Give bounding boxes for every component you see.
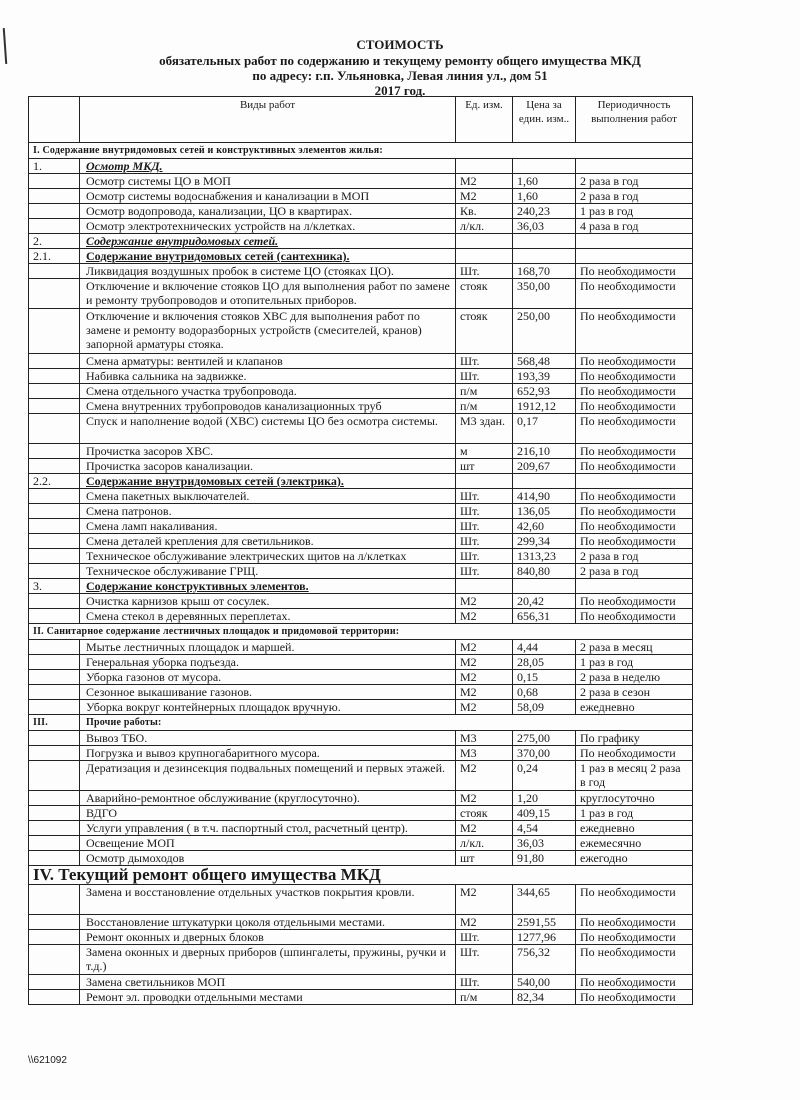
- unit-cell: п/м: [456, 384, 513, 399]
- table-body: [29, 143, 693, 1005]
- work-name: Аварийно-ремонтное обслуживание (круглосуточно).: [80, 791, 456, 806]
- empty-cell: [29, 990, 80, 1005]
- table-row: [29, 474, 693, 489]
- header-num-cell: [29, 97, 80, 143]
- table-row: [29, 489, 693, 504]
- table-row: [29, 836, 693, 851]
- empty-cell: [456, 159, 513, 174]
- period-cell: По необходимости: [576, 414, 693, 444]
- table-row: [29, 670, 693, 685]
- unit-cell: Шт.: [456, 549, 513, 564]
- unit-cell: М2: [456, 174, 513, 189]
- table-row: [29, 369, 693, 384]
- work-name: Восстановление штукатурки цоколя отдельными местами.: [80, 915, 456, 930]
- unit-cell: Шт.: [456, 369, 513, 384]
- works-cost-table: [28, 96, 693, 1005]
- subsection-number: 2.1.: [29, 249, 80, 264]
- empty-cell: [576, 234, 693, 249]
- empty-cell: [29, 174, 80, 189]
- empty-cell: [576, 159, 693, 174]
- unit-cell: Шт.: [456, 504, 513, 519]
- table-row: [29, 685, 693, 700]
- period-cell: 2 раза в год: [576, 189, 693, 204]
- price-cell: 1,20: [513, 791, 576, 806]
- work-name: Осмотр электротехнических устройств на л/клетках.: [80, 219, 456, 234]
- period-cell: По необходимости: [576, 519, 693, 534]
- work-name: Сезонное выкашивание газонов.: [80, 685, 456, 700]
- period-cell: 1 раз в месяц 2 раза в год: [576, 761, 693, 791]
- unit-cell: Шт.: [456, 945, 513, 975]
- work-name: Смена стекол в деревянных переплетах.: [80, 609, 456, 624]
- period-cell: По необходимости: [576, 504, 693, 519]
- period-cell: По графику: [576, 731, 693, 746]
- empty-cell: [29, 369, 80, 384]
- work-name: Техническое обслуживание электрических щитов на л/клетках: [80, 549, 456, 564]
- unit-cell: М2: [456, 189, 513, 204]
- work-name: Отключение и включения стояков ХВС для выполнения работ по замене и ремонту водоразборных устройств (смесителей, кранов) запорной арматуры стояка.: [80, 309, 456, 354]
- empty-cell: [29, 504, 80, 519]
- period-cell: По необходимости: [576, 746, 693, 761]
- table-row: [29, 885, 693, 915]
- price-cell: 0,24: [513, 761, 576, 791]
- period-cell: По необходимости: [576, 534, 693, 549]
- empty-cell: [29, 851, 80, 866]
- empty-cell: [29, 791, 80, 806]
- section-heading: II. Санитарное содержание лестничных площадок и придомовой территории:: [29, 624, 693, 640]
- empty-cell: [29, 821, 80, 836]
- period-cell: По необходимости: [576, 444, 693, 459]
- section-heading-large: IV. Текущий ремонт общего имущества МКД: [29, 866, 693, 885]
- subsection-number: 2.: [29, 234, 80, 249]
- period-cell: 2 раза в месяц: [576, 640, 693, 655]
- price-cell: 216,10: [513, 444, 576, 459]
- table-row: [29, 143, 693, 159]
- work-name: Смена внутренних трубопроводов канализационных труб: [80, 399, 456, 414]
- table-row: [29, 945, 693, 975]
- unit-cell: М2: [456, 670, 513, 685]
- subsection-title: Содержание внутридомовых сетей.: [80, 234, 456, 249]
- unit-cell: М2: [456, 791, 513, 806]
- price-cell: 20,42: [513, 594, 576, 609]
- period-cell: По необходимости: [576, 279, 693, 309]
- file-number: \\621092: [28, 1055, 67, 1066]
- table-row: [29, 851, 693, 866]
- price-cell: 1313,23: [513, 549, 576, 564]
- period-cell: ежедневно: [576, 821, 693, 836]
- empty-cell: [29, 219, 80, 234]
- price-cell: 240,23: [513, 204, 576, 219]
- table-row: [29, 990, 693, 1005]
- period-cell: По необходимости: [576, 975, 693, 990]
- section-heading: Прочие работы:: [80, 715, 693, 731]
- work-name: Освещение МОП: [80, 836, 456, 851]
- unit-cell: М2: [456, 885, 513, 915]
- work-name: Мытье лестничных площадок и маршей.: [80, 640, 456, 655]
- table-row: [29, 279, 693, 309]
- price-cell: 4,44: [513, 640, 576, 655]
- period-cell: По необходимости: [576, 384, 693, 399]
- unit-cell: М3: [456, 746, 513, 761]
- table-row: [29, 384, 693, 399]
- unit-cell: Шт.: [456, 264, 513, 279]
- price-cell: 414,90: [513, 489, 576, 504]
- unit-cell: Шт.: [456, 534, 513, 549]
- empty-cell: [29, 746, 80, 761]
- table-row: [29, 504, 693, 519]
- empty-cell: [29, 354, 80, 369]
- table-row: [29, 204, 693, 219]
- doc-address: по адресу: г.п. Ульяновка, Левая линия ул., дом 51: [252, 68, 548, 83]
- empty-cell: [29, 685, 80, 700]
- unit-cell: М2: [456, 655, 513, 670]
- unit-cell: М3 здан.: [456, 414, 513, 444]
- price-cell: 0,68: [513, 685, 576, 700]
- work-name: Смена арматуры: вентилей и клапанов: [80, 354, 456, 369]
- table-row: [29, 715, 693, 731]
- empty-cell: [513, 579, 576, 594]
- empty-cell: [29, 655, 80, 670]
- price-cell: 136,05: [513, 504, 576, 519]
- table-row: [29, 700, 693, 715]
- empty-cell: [29, 885, 80, 915]
- empty-cell: [513, 234, 576, 249]
- work-name: Осмотр системы ЦО в МОП: [80, 174, 456, 189]
- price-cell: 409,15: [513, 806, 576, 821]
- period-cell: ежедневно: [576, 700, 693, 715]
- work-name: Замена светильников МОП: [80, 975, 456, 990]
- table-row: [29, 791, 693, 806]
- unit-cell: М2: [456, 761, 513, 791]
- period-cell: По необходимости: [576, 594, 693, 609]
- price-cell: 168,70: [513, 264, 576, 279]
- table-row: [29, 594, 693, 609]
- empty-cell: [29, 594, 80, 609]
- table-row: [29, 549, 693, 564]
- price-cell: 2591,55: [513, 915, 576, 930]
- price-cell: 656,31: [513, 609, 576, 624]
- empty-cell: [29, 204, 80, 219]
- table-row: [29, 609, 693, 624]
- empty-cell: [29, 444, 80, 459]
- work-name: Смена деталей крепления для светильников.: [80, 534, 456, 549]
- section-number: III.: [29, 715, 80, 731]
- price-cell: 652,93: [513, 384, 576, 399]
- price-cell: 840,80: [513, 564, 576, 579]
- table-row: [29, 761, 693, 791]
- empty-cell: [29, 309, 80, 354]
- empty-cell: [29, 549, 80, 564]
- empty-cell: [29, 459, 80, 474]
- table-row: [29, 930, 693, 945]
- table-row: [29, 309, 693, 354]
- price-cell: 299,34: [513, 534, 576, 549]
- empty-cell: [29, 399, 80, 414]
- empty-cell: [29, 975, 80, 990]
- period-cell: По необходимости: [576, 930, 693, 945]
- table-row: [29, 159, 693, 174]
- price-cell: 1912,12: [513, 399, 576, 414]
- subsection-number: 3.: [29, 579, 80, 594]
- work-name: ВДГО: [80, 806, 456, 821]
- work-name: Погрузка и вывоз крупногабаритного мусора.: [80, 746, 456, 761]
- table-row: [29, 519, 693, 534]
- unit-cell: Шт.: [456, 930, 513, 945]
- price-cell: 540,00: [513, 975, 576, 990]
- price-cell: 0,17: [513, 414, 576, 444]
- table-row: [29, 414, 693, 444]
- work-name: Смена отдельного участка трубопровода.: [80, 384, 456, 399]
- unit-cell: М2: [456, 915, 513, 930]
- table-row: [29, 534, 693, 549]
- doc-subtitle: обязательных работ по содержанию и текущему ремонту общего имущества МКД: [159, 53, 641, 68]
- work-name: Осмотр водопровода, канализации, ЦО в квартирах.: [80, 204, 456, 219]
- unit-cell: п/м: [456, 399, 513, 414]
- period-cell: 1 раз в год: [576, 655, 693, 670]
- work-name: Ремонт оконных и дверных блоков: [80, 930, 456, 945]
- unit-cell: М2: [456, 640, 513, 655]
- price-cell: 1,60: [513, 189, 576, 204]
- price-cell: 4,54: [513, 821, 576, 836]
- empty-cell: [29, 264, 80, 279]
- empty-cell: [29, 414, 80, 444]
- work-name: Осмотр дымоходов: [80, 851, 456, 866]
- empty-cell: [29, 384, 80, 399]
- table-row: [29, 174, 693, 189]
- subsection-title: Содержание внутридомовых сетей (электрика).: [80, 474, 456, 489]
- table-row: [29, 624, 693, 640]
- period-cell: 2 раза в неделю: [576, 670, 693, 685]
- table-row: [29, 399, 693, 414]
- unit-cell: Шт.: [456, 975, 513, 990]
- work-name: Генеральная уборка подъезда.: [80, 655, 456, 670]
- header-unit: Ед. изм.: [456, 97, 513, 143]
- work-name: Смена патронов.: [80, 504, 456, 519]
- empty-cell: [29, 700, 80, 715]
- price-cell: 36,03: [513, 836, 576, 851]
- unit-cell: М2: [456, 685, 513, 700]
- period-cell: 4 раза в год: [576, 219, 693, 234]
- period-cell: По необходимости: [576, 945, 693, 975]
- work-name: Смена ламп накаливания.: [80, 519, 456, 534]
- table-row: [29, 821, 693, 836]
- empty-cell: [29, 640, 80, 655]
- period-cell: По необходимости: [576, 885, 693, 915]
- period-cell: По необходимости: [576, 990, 693, 1005]
- unit-cell: шт: [456, 459, 513, 474]
- work-name: Прочистка засоров канализации.: [80, 459, 456, 474]
- table-header-row: [29, 97, 693, 143]
- empty-cell: [456, 234, 513, 249]
- work-name: Техническое обслуживание ГРЩ.: [80, 564, 456, 579]
- price-cell: 275,00: [513, 731, 576, 746]
- work-name: Смена пакетных выключателей.: [80, 489, 456, 504]
- header-period: Периодичность выполнения работ: [576, 97, 693, 143]
- price-cell: 370,00: [513, 746, 576, 761]
- unit-cell: стояк: [456, 309, 513, 354]
- price-cell: 58,09: [513, 700, 576, 715]
- price-cell: 350,00: [513, 279, 576, 309]
- period-cell: ежемесячно: [576, 836, 693, 851]
- empty-cell: [29, 806, 80, 821]
- period-cell: По необходимости: [576, 609, 693, 624]
- unit-cell: М2: [456, 821, 513, 836]
- table-row: [29, 459, 693, 474]
- period-cell: По необходимости: [576, 489, 693, 504]
- work-name: Осмотр системы водоснабжения и канализации в МОП: [80, 189, 456, 204]
- work-name: Ликвидация воздушных пробок в системе ЦО (стояках ЦО).: [80, 264, 456, 279]
- empty-cell: [29, 930, 80, 945]
- empty-cell: [29, 189, 80, 204]
- unit-cell: М2: [456, 609, 513, 624]
- empty-cell: [29, 945, 80, 975]
- empty-cell: [29, 519, 80, 534]
- price-cell: 0,15: [513, 670, 576, 685]
- work-name: Отключение и включение стояков ЦО для выполнения работ по замене и ремонту трубопроводов и отопительных приборов.: [80, 279, 456, 309]
- period-cell: По необходимости: [576, 399, 693, 414]
- empty-cell: [29, 279, 80, 309]
- empty-cell: [576, 249, 693, 264]
- subsection-title: Содержание конструктивных элементов.: [80, 579, 456, 594]
- price-cell: 1277,96: [513, 930, 576, 945]
- empty-cell: [29, 761, 80, 791]
- table-row: [29, 264, 693, 279]
- period-cell: 2 раза в год: [576, 174, 693, 189]
- period-cell: 1 раз в год: [576, 806, 693, 821]
- work-name: Вывоз ТБО.: [80, 731, 456, 746]
- unit-cell: Шт.: [456, 489, 513, 504]
- price-cell: 344,65: [513, 885, 576, 915]
- price-cell: 91,80: [513, 851, 576, 866]
- work-name: Набивка сальника на задвижке.: [80, 369, 456, 384]
- table-row: [29, 655, 693, 670]
- unit-cell: п/м: [456, 990, 513, 1005]
- empty-cell: [513, 159, 576, 174]
- unit-cell: М2: [456, 594, 513, 609]
- table-row: [29, 579, 693, 594]
- table-row: [29, 249, 693, 264]
- work-name: Очистка карнизов крыш от сосулек.: [80, 594, 456, 609]
- empty-cell: [29, 534, 80, 549]
- period-cell: По необходимости: [576, 264, 693, 279]
- unit-cell: Шт.: [456, 519, 513, 534]
- period-cell: 1 раз в год: [576, 204, 693, 219]
- table-row: [29, 219, 693, 234]
- work-name: Прочистка засоров ХВС.: [80, 444, 456, 459]
- period-cell: По необходимости: [576, 354, 693, 369]
- empty-cell: [29, 564, 80, 579]
- work-name: Услуги управления ( в т.ч. паспортный стол, расчетный центр).: [80, 821, 456, 836]
- empty-cell: [29, 609, 80, 624]
- table-row: [29, 806, 693, 821]
- unit-cell: стояк: [456, 279, 513, 309]
- empty-cell: [513, 249, 576, 264]
- table-row: [29, 866, 693, 885]
- empty-cell: [29, 670, 80, 685]
- empty-cell: [456, 474, 513, 489]
- price-cell: 756,32: [513, 945, 576, 975]
- unit-cell: Шт.: [456, 354, 513, 369]
- price-cell: 82,34: [513, 990, 576, 1005]
- work-name: Замена и восстановление отдельных участков покрытия кровли.: [80, 885, 456, 915]
- table-row: [29, 234, 693, 249]
- unit-cell: м: [456, 444, 513, 459]
- table-row: [29, 444, 693, 459]
- work-name: Ремонт эл. проводки отдельными местами: [80, 990, 456, 1005]
- empty-cell: [29, 836, 80, 851]
- empty-cell: [29, 731, 80, 746]
- period-cell: По необходимости: [576, 459, 693, 474]
- table-row: [29, 354, 693, 369]
- unit-cell: шт: [456, 851, 513, 866]
- header-works: Виды работ: [80, 97, 456, 143]
- section-heading: I. Содержание внутридомовых сетей и конструктивных элементов жилья:: [29, 143, 693, 159]
- period-cell: По необходимости: [576, 915, 693, 930]
- empty-cell: [513, 474, 576, 489]
- period-cell: По необходимости: [576, 309, 693, 354]
- empty-cell: [29, 915, 80, 930]
- table-row: [29, 731, 693, 746]
- unit-cell: л/кл.: [456, 219, 513, 234]
- period-cell: По необходимости: [576, 369, 693, 384]
- price-cell: 1,60: [513, 174, 576, 189]
- doc-year: 2017 год.: [374, 83, 426, 98]
- work-name: Уборка вокруг контейнерных площадок вручную.: [80, 700, 456, 715]
- empty-cell: [576, 474, 693, 489]
- work-name: Спуск и наполнение водой (ХВС) системы ЦО без осмотра системы.: [80, 414, 456, 444]
- period-cell: ежегодно: [576, 851, 693, 866]
- unit-cell: Кв.: [456, 204, 513, 219]
- unit-cell: М3: [456, 731, 513, 746]
- table-row: [29, 975, 693, 990]
- empty-cell: [456, 249, 513, 264]
- work-name: Дератизация и дезинсекция подвальных помещений и первых этажей.: [80, 761, 456, 791]
- price-cell: 568,48: [513, 354, 576, 369]
- price-cell: 28,05: [513, 655, 576, 670]
- period-cell: круглосуточно: [576, 791, 693, 806]
- work-name: Уборка газонов от мусора.: [80, 670, 456, 685]
- empty-cell: [456, 579, 513, 594]
- table-row: [29, 915, 693, 930]
- header-price: Цена за един. изм..: [513, 97, 576, 143]
- price-cell: 250,00: [513, 309, 576, 354]
- price-cell: 193,39: [513, 369, 576, 384]
- period-cell: 2 раза в год: [576, 564, 693, 579]
- doc-title: СТОИМОСТЬ: [356, 37, 444, 52]
- subsection-title: Осмотр МКД.: [80, 159, 456, 174]
- price-cell: 36,03: [513, 219, 576, 234]
- subsection-number: 1.: [29, 159, 80, 174]
- unit-cell: Шт.: [456, 564, 513, 579]
- table-row: [29, 640, 693, 655]
- unit-cell: стояк: [456, 806, 513, 821]
- price-cell: 42,60: [513, 519, 576, 534]
- work-name: Замена оконных и дверных приборов (шпингалеты, пружины, ручки и т.д.): [80, 945, 456, 975]
- unit-cell: М2: [456, 700, 513, 715]
- price-cell: 209,67: [513, 459, 576, 474]
- table-row: [29, 564, 693, 579]
- period-cell: 2 раза в сезон: [576, 685, 693, 700]
- subsection-number: 2.2.: [29, 474, 80, 489]
- unit-cell: л/кл.: [456, 836, 513, 851]
- table-row: [29, 746, 693, 761]
- subsection-title: Содержание внутридомовых сетей (сантехника).: [80, 249, 456, 264]
- table-row: [29, 189, 693, 204]
- period-cell: 2 раза в год: [576, 549, 693, 564]
- empty-cell: [29, 489, 80, 504]
- empty-cell: [576, 579, 693, 594]
